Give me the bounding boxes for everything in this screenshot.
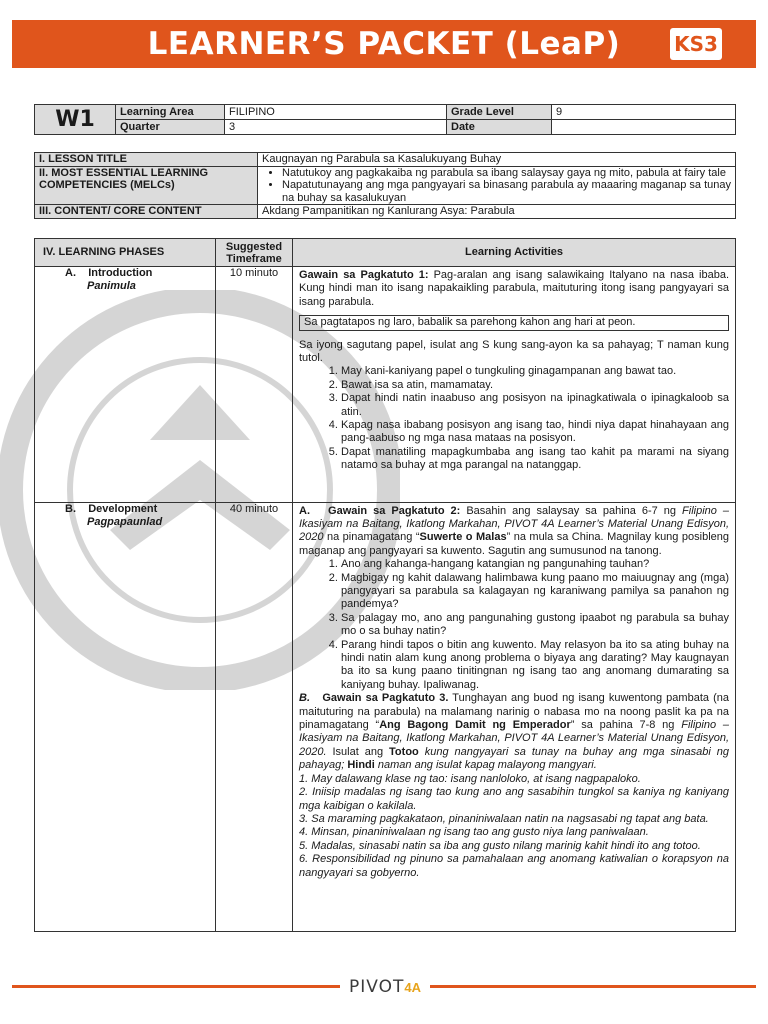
statement-item: 6. Responsibilidad ng pinuno sa pamahalaan ang anomang katiwalian o korapsyon na nangyayari sa gobyerno. (299, 853, 729, 879)
gawain-2-book-ref: Filipino – Ikasiyam na Baitang, Ikatlong Markahan, PIVOT 4A Learner’s Material Unang Edisyon, 2020 (299, 504, 730, 544)
list-item: 1. Ano ang kahanga-hangang katangian ng pangunahing tauhan? (341, 558, 729, 571)
gawain-1-text: Pag-aralan ang isang salawikaing Italyano na nasa ibaba. Kung hindi man ito isang napakaikling parabula, maituturing itong isang pangyayari sa isang parabula. (299, 269, 729, 308)
phase-development (35, 502, 216, 931)
grade-level-value: 9 (552, 105, 736, 120)
statement-item: 4. Minsan, pinaniniwalaan ng isang tao ang gusto niya lang paniwalaan. (299, 826, 649, 839)
list-item: 3. Dapat hindi natin inaabuso ang posisyon na ipinagkatiwala o ipinagkaloob sa atin. (341, 392, 729, 419)
gawain-3-text-5: naman ang isulat kapag malayong mangyari. (374, 759, 597, 772)
gawain-2-text-2: na pinamagatang “ (323, 531, 420, 544)
lesson-table (34, 152, 736, 219)
phase-letter: A. (65, 267, 76, 279)
statement-item: 3. Sa maraming pagkakataon, pinaniniwalaan natin na nagsasabi ng tapat ang bata. (299, 812, 709, 825)
timeframe-header: Suggested Timeframe (216, 239, 293, 267)
phase-name-filipino: Pagpapaunlad (87, 515, 163, 528)
date-value (552, 120, 736, 135)
list-item: 5. Dapat manatiling mapagkumbaba ang isang tao kahit pa marami na siyang natamo sa buhay at mga parangal na natanggap. (341, 446, 729, 473)
content-label: III. CONTENT/ CORE CONTENT (35, 205, 258, 219)
lesson-title-value: Kaugnayan ng Parabula sa Kasalukuyang Buhay (258, 153, 736, 167)
gawain-2-text-1: Basahin ang salaysay sa pahina 6-7 ng (460, 504, 683, 517)
phase-name: Introduction (88, 267, 153, 279)
gawain-2-letter: A. (299, 504, 310, 517)
learning-phases-table (34, 238, 736, 932)
phase-introduction (35, 267, 216, 503)
phase-letter: B. (65, 502, 76, 515)
date-label: Date (447, 120, 552, 135)
gawain-2-text-3: ” na mula sa China. Magnilay kung posibleng maganap ang pangyayari sa kuwento. Sagutin ang sumusunod na tanong. (299, 531, 729, 557)
proverb-box: Sa pagtatapos ng laro, babalik sa parehong kahon ang hari at peon. (299, 315, 729, 330)
totoo-keyword: Totoo (389, 745, 419, 758)
lesson-title-label: I. LESSON TITLE (35, 153, 258, 167)
gawain-3-letter: B. (299, 692, 310, 705)
list-item: 4. Parang hindi tapos o bitin ang kuwento. May relasyon ba ito sa ating buhay na hindi natin alam kung anong problema o biyaya ang darating? May kaugnayan ba ito sa kung paano tinitingnan ng isang tao ang anomang dumarating sa kaniyang buhay. Ipaliwanag. (341, 639, 729, 693)
pivot-logo-text: PIVOT (349, 977, 405, 997)
pivot-logo (340, 972, 430, 1002)
phase-name-filipino: Panimula (87, 280, 136, 293)
gawain-3-text-2: ” sa pahina 7-8 ng (570, 719, 682, 732)
gawain-3-story-title: Ang Bagong Damit ng Emperador (379, 719, 571, 732)
grade-level-label: Grade Level (447, 105, 552, 120)
quarter-label: Quarter (116, 120, 225, 135)
list-item: 4. Kapag nasa ibabang posisyon ang isang tao, hindi niya dapat hinahayaan ang pang-aabuso ng mga nasa mataas na posisyon. (341, 419, 729, 446)
content-value: Akdang Pampanitikan ng Kanlurang Asya: Parabula (258, 205, 736, 219)
week-label: W1 (35, 105, 116, 135)
statement-item: 5. Madalas, sinasabi natin sa iba ang gusto nilang marinig kahit hindi ito ang totoo. (299, 839, 701, 852)
gawain-2-items (299, 558, 729, 692)
gawain-3-text-4: kung nangyayari sa tunay na buhay ang mga sinasabi ng pahayag; (299, 745, 729, 772)
melc-item: • Natutukoy ang pagkakaiba ng parabula sa ibang salaysay gaya ng mito, pabula at fairy tale (282, 167, 731, 180)
phase-name: Development (88, 502, 158, 515)
activities-header: Learning Activities (293, 239, 736, 267)
dev-activities (293, 502, 736, 931)
pivot-logo-accent: 4A (404, 980, 421, 995)
list-item: 1. May kani-kaniyang papel o tungkuling ginagampanan ang bawat tao. (341, 365, 729, 378)
gawain-3-text-1: Tunghayan ang buod ng isang kuwentong pambata (na maituturing na parabula) na malamang narinig o nabasa mo na noong paslit ka pa na pinamagatang “ (299, 692, 729, 732)
info-table (34, 104, 736, 135)
melc-item: • Napatutunayang ang mga pangyayari sa binasang parabula ay maaaring maganap sa tunay na buhay sa kasalukuyan (282, 179, 731, 204)
melc-label: II. MOST ESSENTIAL LEARNING COMPETENCIES (MELCs) (35, 166, 258, 205)
key-stage-badge: KS3 (670, 28, 722, 60)
gawain-1-title: Gawain sa Pagkatuto 1: (299, 269, 429, 281)
list-item: 2. Bawat isa sa atin, mamamatay. (341, 379, 729, 392)
list-item: 3. Sa palagay mo, ano ang pangunahing gustong ipaabot ng parabula sa buhay mo o sa buhay natin? (341, 612, 729, 639)
quarter-value: 3 (225, 120, 447, 135)
hindi-keyword: Hindi (347, 759, 375, 772)
packet-title: LEARNER’S PACKET (LeaP) (147, 26, 621, 62)
gawain-3-text-3: Isulat ang (326, 745, 390, 758)
gawain-1-items (299, 365, 729, 472)
learning-area-value: FILIPINO (225, 105, 447, 120)
list-item: 2. Magbigay ng kahit dalawang halimbawa kung paano mo maiuugnay ang (mga) pangyayari sa parabula sa kalagayan ng karaniwang pamilya sa panahon ng pandemya? (341, 572, 729, 612)
gawain-1-instruction: Sa iyong sagutang papel, isulat ang S kung sang-ayon ka sa pahayag; T naman kung tutol. (299, 338, 729, 365)
phases-header: IV. LEARNING PHASES (35, 239, 216, 267)
packet-banner (12, 20, 756, 68)
dev-timeframe: 40 minuto (216, 502, 293, 931)
melc-list-cell (258, 166, 736, 205)
gawain-2-story-title: Suwerte o Malas (419, 531, 507, 544)
learning-area-label: Learning Area (116, 105, 225, 120)
gawain-3-book-ref: Filipino – Ikasiyam na Baitang, Ikatlong Markahan, PIVOT 4A Learner’s Material Unang Edisyon, 2020. (299, 719, 729, 758)
melc-list (262, 167, 731, 205)
statement-item: 2. Iniisip madalas ng isang tao kung ano ang sasabihin tungkol sa kaniya ng kaniyang mga kaibigan o kakilala. (299, 786, 729, 812)
intro-timeframe: 10 minuto (216, 267, 293, 503)
gawain-2-title: Gawain sa Pagkatuto 2: (328, 504, 461, 517)
gawain-3-title: Gawain sa Pagkatuto 3. (322, 692, 449, 705)
statement-item: 1. May dalawang klase ng tao: isang nanloloko, at isang nagpapaloko. (299, 772, 641, 785)
intro-activities (293, 267, 736, 503)
